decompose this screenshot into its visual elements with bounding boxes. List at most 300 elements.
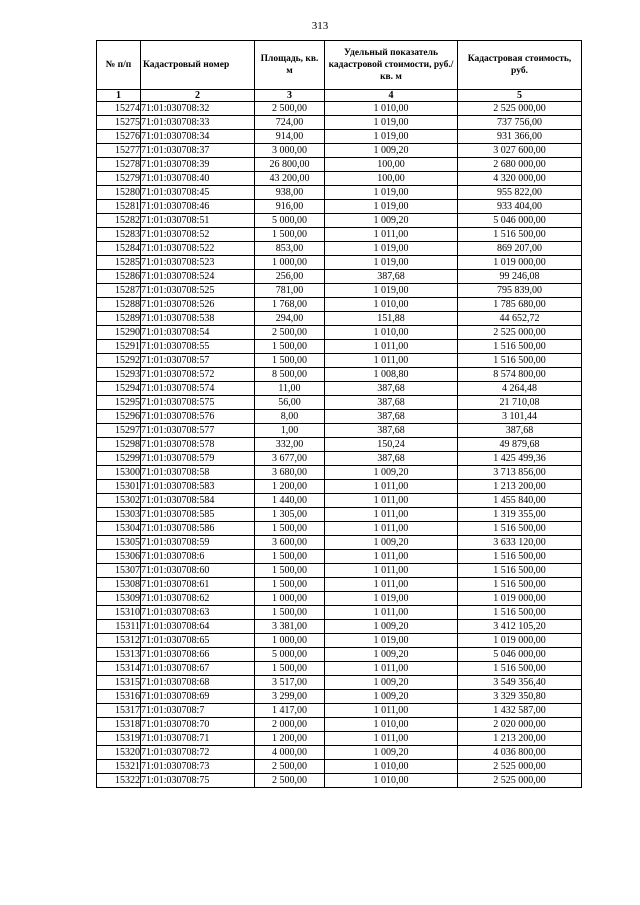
- unit-value: 1 011,00: [325, 508, 458, 522]
- cadastral-value: 1 432 587,00: [458, 704, 582, 718]
- cadastral-number: 71:01:030708:6: [141, 550, 255, 564]
- row-index: 15297: [97, 424, 141, 438]
- cadastral-value: 1 516 500,00: [458, 354, 582, 368]
- row-index: 15284: [97, 242, 141, 256]
- cadastral-value: 933 404,00: [458, 200, 582, 214]
- table-row: [97, 760, 582, 774]
- unit-value: 387,68: [325, 270, 458, 284]
- cadastral-number: 71:01:030708:64: [141, 620, 255, 634]
- cadastral-number: 71:01:030708:52: [141, 228, 255, 242]
- row-index: 15312: [97, 634, 141, 648]
- cadastral-value: 387,68: [458, 424, 582, 438]
- cadastral-number: 71:01:030708:46: [141, 200, 255, 214]
- unit-value: 387,68: [325, 424, 458, 438]
- row-index: 15299: [97, 452, 141, 466]
- column-number: 3: [255, 90, 325, 102]
- cadastral-number: 71:01:030708:65: [141, 634, 255, 648]
- row-index: 15315: [97, 676, 141, 690]
- table-row: [97, 186, 582, 200]
- table-row: [97, 522, 582, 536]
- cadastral-number: 71:01:030708:37: [141, 144, 255, 158]
- cadastral-number: 71:01:030708:63: [141, 606, 255, 620]
- table-row: [97, 634, 582, 648]
- area-value: 1,00: [255, 424, 325, 438]
- row-index: 15293: [97, 368, 141, 382]
- area-value: 1 200,00: [255, 732, 325, 746]
- area-value: 5 000,00: [255, 648, 325, 662]
- cadastral-number: 71:01:030708:526: [141, 298, 255, 312]
- cadastral-value: 8 574 800,00: [458, 368, 582, 382]
- area-value: 1 500,00: [255, 340, 325, 354]
- cadastral-number: 71:01:030708:72: [141, 746, 255, 760]
- table-row: [97, 466, 582, 480]
- cadastral-value: 2 525 000,00: [458, 326, 582, 340]
- cadastral-number: 71:01:030708:574: [141, 382, 255, 396]
- row-index: 15294: [97, 382, 141, 396]
- area-value: 8,00: [255, 410, 325, 424]
- row-index: 15307: [97, 564, 141, 578]
- row-index: 15295: [97, 396, 141, 410]
- unit-value: 1 009,20: [325, 648, 458, 662]
- table-row: [97, 340, 582, 354]
- unit-value: 1 011,00: [325, 550, 458, 564]
- unit-value: 1 009,20: [325, 536, 458, 550]
- area-value: 938,00: [255, 186, 325, 200]
- cadastral-number: 71:01:030708:45: [141, 186, 255, 200]
- unit-value: 1 010,00: [325, 718, 458, 732]
- table-row: [97, 746, 582, 760]
- cadastral-number: 71:01:030708:33: [141, 116, 255, 130]
- row-index: 15303: [97, 508, 141, 522]
- unit-value: 150,24: [325, 438, 458, 452]
- row-index: 15288: [97, 298, 141, 312]
- cadastral-number: 71:01:030708:523: [141, 256, 255, 270]
- header-row: [97, 41, 582, 90]
- header-cadastral-number: Кадастровый номер: [141, 41, 255, 90]
- unit-value: 1 011,00: [325, 564, 458, 578]
- cadastral-value: 3 549 356,40: [458, 676, 582, 690]
- area-value: 1 000,00: [255, 634, 325, 648]
- row-index: 15290: [97, 326, 141, 340]
- row-index: 15305: [97, 536, 141, 550]
- unit-value: 1 011,00: [325, 494, 458, 508]
- cadastral-number: 71:01:030708:34: [141, 130, 255, 144]
- cadastral-number: 71:01:030708:577: [141, 424, 255, 438]
- table-row: [97, 494, 582, 508]
- table-row: [97, 578, 582, 592]
- unit-value: 1 011,00: [325, 606, 458, 620]
- row-index: 15304: [97, 522, 141, 536]
- unit-value: 387,68: [325, 452, 458, 466]
- cadastral-value: 1 019 000,00: [458, 592, 582, 606]
- row-index: 15285: [97, 256, 141, 270]
- table-row: [97, 410, 582, 424]
- cadastral-value: 3 027 600,00: [458, 144, 582, 158]
- row-index: 15276: [97, 130, 141, 144]
- cadastral-value: 1 455 840,00: [458, 494, 582, 508]
- area-value: 1 500,00: [255, 606, 325, 620]
- area-value: 332,00: [255, 438, 325, 452]
- cadastral-number: 71:01:030708:583: [141, 480, 255, 494]
- unit-value: 1 011,00: [325, 228, 458, 242]
- header-unit-value: Удельный показатель кадастровой стоимости, руб./кв. м: [325, 41, 458, 90]
- row-index: 15301: [97, 480, 141, 494]
- row-index: 15320: [97, 746, 141, 760]
- unit-value: 1 009,20: [325, 466, 458, 480]
- cadastral-number: 71:01:030708:578: [141, 438, 255, 452]
- cadastral-value: 1 319 355,00: [458, 508, 582, 522]
- area-value: 724,00: [255, 116, 325, 130]
- table-row: [97, 354, 582, 368]
- header-cadastral-value: Кадастровая стоимость, руб.: [458, 41, 582, 90]
- area-value: 916,00: [255, 200, 325, 214]
- row-index: 15292: [97, 354, 141, 368]
- area-value: 2 500,00: [255, 326, 325, 340]
- unit-value: 100,00: [325, 172, 458, 186]
- area-value: 1 417,00: [255, 704, 325, 718]
- unit-value: 1 010,00: [325, 326, 458, 340]
- cadastral-value: 1 213 200,00: [458, 480, 582, 494]
- table-row: [97, 452, 582, 466]
- cadastral-value: 5 046 000,00: [458, 648, 582, 662]
- area-value: 3 677,00: [255, 452, 325, 466]
- table-row: [97, 536, 582, 550]
- area-value: 1 305,00: [255, 508, 325, 522]
- table-row: [97, 550, 582, 564]
- unit-value: 1 011,00: [325, 522, 458, 536]
- area-value: 1 768,00: [255, 298, 325, 312]
- cadastral-value: 4 320 000,00: [458, 172, 582, 186]
- cadastral-value: 1 516 500,00: [458, 662, 582, 676]
- table-row: [97, 774, 582, 788]
- table-row: [97, 732, 582, 746]
- unit-value: 1 019,00: [325, 200, 458, 214]
- table-row: [97, 508, 582, 522]
- area-value: 8 500,00: [255, 368, 325, 382]
- table-row: [97, 256, 582, 270]
- unit-value: 1 008,80: [325, 368, 458, 382]
- cadastral-value: 3 101,44: [458, 410, 582, 424]
- row-index: 15277: [97, 144, 141, 158]
- row-index: 15316: [97, 690, 141, 704]
- unit-value: 1 011,00: [325, 340, 458, 354]
- cadastral-number: 71:01:030708:576: [141, 410, 255, 424]
- cadastral-value: 1 516 500,00: [458, 550, 582, 564]
- cadastral-number: 71:01:030708:7: [141, 704, 255, 718]
- cadastral-number: 71:01:030708:55: [141, 340, 255, 354]
- cadastral-value: 4 264,48: [458, 382, 582, 396]
- cadastral-value: 737 756,00: [458, 116, 582, 130]
- table-row: [97, 606, 582, 620]
- unit-value: 1 019,00: [325, 634, 458, 648]
- cadastral-number: 71:01:030708:572: [141, 368, 255, 382]
- row-index: 15319: [97, 732, 141, 746]
- cadastral-number: 71:01:030708:58: [141, 466, 255, 480]
- cadastral-number: 71:01:030708:579: [141, 452, 255, 466]
- area-value: 1 440,00: [255, 494, 325, 508]
- table-row: [97, 172, 582, 186]
- cadastral-value: 1 516 500,00: [458, 564, 582, 578]
- table-row: [97, 480, 582, 494]
- row-index: 15314: [97, 662, 141, 676]
- cadastral-number: 71:01:030708:584: [141, 494, 255, 508]
- cadastral-value: 1 516 500,00: [458, 340, 582, 354]
- table-row: [97, 396, 582, 410]
- row-index: 15275: [97, 116, 141, 130]
- cadastral-number: 71:01:030708:525: [141, 284, 255, 298]
- table-row: [97, 228, 582, 242]
- area-value: 1 500,00: [255, 354, 325, 368]
- unit-value: 1 009,20: [325, 746, 458, 760]
- area-value: 2 500,00: [255, 760, 325, 774]
- table-body: [97, 102, 582, 788]
- area-value: 3 517,00: [255, 676, 325, 690]
- cadastral-value: 1 019 000,00: [458, 256, 582, 270]
- column-number: 2: [141, 90, 255, 102]
- unit-value: 1 009,20: [325, 214, 458, 228]
- cadastral-number: 71:01:030708:67: [141, 662, 255, 676]
- cadastral-number: 71:01:030708:61: [141, 578, 255, 592]
- cadastral-value: 4 036 800,00: [458, 746, 582, 760]
- area-value: 3 381,00: [255, 620, 325, 634]
- cadastral-value: 1 213 200,00: [458, 732, 582, 746]
- row-index: 15309: [97, 592, 141, 606]
- unit-value: 1 010,00: [325, 760, 458, 774]
- table-row: [97, 592, 582, 606]
- table-row: [97, 424, 582, 438]
- cadastral-number: 71:01:030708:66: [141, 648, 255, 662]
- table-row: [97, 704, 582, 718]
- cadastral-number: 71:01:030708:39: [141, 158, 255, 172]
- table-row: [97, 312, 582, 326]
- cadastral-value: 2 525 000,00: [458, 774, 582, 788]
- area-value: 1 500,00: [255, 564, 325, 578]
- unit-value: 1 011,00: [325, 732, 458, 746]
- area-value: 43 200,00: [255, 172, 325, 186]
- table-row: [97, 690, 582, 704]
- row-index: 15278: [97, 158, 141, 172]
- area-value: 3 600,00: [255, 536, 325, 550]
- table-row: [97, 214, 582, 228]
- table-row: [97, 648, 582, 662]
- row-index: 15281: [97, 200, 141, 214]
- area-value: 1 500,00: [255, 662, 325, 676]
- row-index: 15279: [97, 172, 141, 186]
- cadastral-value: 44 652,72: [458, 312, 582, 326]
- unit-value: 1 011,00: [325, 662, 458, 676]
- column-number: 4: [325, 90, 458, 102]
- cadastral-value: 1 516 500,00: [458, 522, 582, 536]
- row-index: 15308: [97, 578, 141, 592]
- cadastral-value-table: [96, 40, 582, 788]
- unit-value: 1 011,00: [325, 704, 458, 718]
- area-value: 853,00: [255, 242, 325, 256]
- table-row: [97, 116, 582, 130]
- row-index: 15298: [97, 438, 141, 452]
- cadastral-value: 21 710,08: [458, 396, 582, 410]
- unit-value: 1 019,00: [325, 130, 458, 144]
- area-value: 3 000,00: [255, 144, 325, 158]
- cadastral-number: 71:01:030708:575: [141, 396, 255, 410]
- cadastral-value: 931 366,00: [458, 130, 582, 144]
- cadastral-value: 2 525 000,00: [458, 760, 582, 774]
- table-row: [97, 102, 582, 116]
- table-header: [97, 41, 582, 102]
- row-index: 15313: [97, 648, 141, 662]
- unit-value: 1 011,00: [325, 480, 458, 494]
- area-value: 1 200,00: [255, 480, 325, 494]
- row-index: 15310: [97, 606, 141, 620]
- row-index: 15302: [97, 494, 141, 508]
- cadastral-number: 71:01:030708:524: [141, 270, 255, 284]
- unit-value: 1 019,00: [325, 186, 458, 200]
- row-index: 15274: [97, 102, 141, 116]
- area-value: 1 500,00: [255, 550, 325, 564]
- unit-value: 1 011,00: [325, 354, 458, 368]
- table-row: [97, 564, 582, 578]
- cadastral-value: 955 822,00: [458, 186, 582, 200]
- unit-value: 387,68: [325, 382, 458, 396]
- area-value: 56,00: [255, 396, 325, 410]
- area-value: 1 500,00: [255, 228, 325, 242]
- cadastral-value: 1 516 500,00: [458, 578, 582, 592]
- cadastral-number: 71:01:030708:70: [141, 718, 255, 732]
- area-value: 3 299,00: [255, 690, 325, 704]
- area-value: 1 000,00: [255, 592, 325, 606]
- cadastral-value: 2 680 000,00: [458, 158, 582, 172]
- area-value: 256,00: [255, 270, 325, 284]
- unit-value: 1 009,20: [325, 620, 458, 634]
- area-value: 26 800,00: [255, 158, 325, 172]
- column-number: 1: [97, 90, 141, 102]
- cadastral-value: 869 207,00: [458, 242, 582, 256]
- cadastral-number: 71:01:030708:62: [141, 592, 255, 606]
- cadastral-number: 71:01:030708:69: [141, 690, 255, 704]
- cadastral-value: 3 329 350,80: [458, 690, 582, 704]
- area-value: 2 000,00: [255, 718, 325, 732]
- row-index: 15289: [97, 312, 141, 326]
- unit-value: 1 009,20: [325, 676, 458, 690]
- cadastral-value: 2 525 000,00: [458, 102, 582, 116]
- cadastral-value: 1 516 500,00: [458, 228, 582, 242]
- row-index: 15317: [97, 704, 141, 718]
- cadastral-value: 3 713 856,00: [458, 466, 582, 480]
- cadastral-value: 1 019 000,00: [458, 634, 582, 648]
- row-index: 15300: [97, 466, 141, 480]
- cadastral-value: 1 425 499,36: [458, 452, 582, 466]
- row-index: 15322: [97, 774, 141, 788]
- unit-value: 1 009,20: [325, 144, 458, 158]
- cadastral-number: 71:01:030708:71: [141, 732, 255, 746]
- cadastral-value: 3 412 105,20: [458, 620, 582, 634]
- cadastral-value: 3 633 120,00: [458, 536, 582, 550]
- cadastral-number: 71:01:030708:73: [141, 760, 255, 774]
- column-number: 5: [458, 90, 582, 102]
- unit-value: 1 010,00: [325, 774, 458, 788]
- header-area: Площадь, кв. м: [255, 41, 325, 90]
- row-index: 15318: [97, 718, 141, 732]
- table-row: [97, 438, 582, 452]
- cadastral-number: 71:01:030708:40: [141, 172, 255, 186]
- table-row: [97, 662, 582, 676]
- cadastral-number: 71:01:030708:586: [141, 522, 255, 536]
- table-row: [97, 158, 582, 172]
- area-value: 11,00: [255, 382, 325, 396]
- area-value: 4 000,00: [255, 746, 325, 760]
- unit-value: 1 010,00: [325, 298, 458, 312]
- table-row: [97, 718, 582, 732]
- unit-value: 1 019,00: [325, 284, 458, 298]
- unit-value: 1 019,00: [325, 592, 458, 606]
- row-index: 15283: [97, 228, 141, 242]
- area-value: 3 680,00: [255, 466, 325, 480]
- cadastral-value: 99 246,08: [458, 270, 582, 284]
- cadastral-number: 71:01:030708:522: [141, 242, 255, 256]
- unit-value: 1 019,00: [325, 256, 458, 270]
- row-index: 15280: [97, 186, 141, 200]
- unit-value: 1 011,00: [325, 578, 458, 592]
- row-index: 15306: [97, 550, 141, 564]
- unit-value: 1 010,00: [325, 102, 458, 116]
- cadastral-value: 2 020 000,00: [458, 718, 582, 732]
- cadastral-number: 71:01:030708:585: [141, 508, 255, 522]
- unit-value: 100,00: [325, 158, 458, 172]
- row-index: 15282: [97, 214, 141, 228]
- unit-value: 387,68: [325, 410, 458, 424]
- cadastral-number: 71:01:030708:538: [141, 312, 255, 326]
- area-value: 1 000,00: [255, 256, 325, 270]
- unit-value: 1 019,00: [325, 242, 458, 256]
- table-row: [97, 242, 582, 256]
- cadastral-value: 49 879,68: [458, 438, 582, 452]
- page-number: 313: [311, 20, 329, 32]
- table-row: [97, 368, 582, 382]
- table-row: [97, 298, 582, 312]
- table-row: [97, 130, 582, 144]
- unit-value: 387,68: [325, 396, 458, 410]
- table-row: [97, 270, 582, 284]
- unit-value: 1 009,20: [325, 690, 458, 704]
- header-index: № п/п: [97, 41, 141, 90]
- cadastral-value: 1 516 500,00: [458, 606, 582, 620]
- cadastral-number: 71:01:030708:54: [141, 326, 255, 340]
- table-row: [97, 284, 582, 298]
- cadastral-number: 71:01:030708:60: [141, 564, 255, 578]
- cadastral-number: 71:01:030708:51: [141, 214, 255, 228]
- row-index: 15286: [97, 270, 141, 284]
- cadastral-value: 795 839,00: [458, 284, 582, 298]
- cadastral-number: 71:01:030708:68: [141, 676, 255, 690]
- cadastral-value: 1 785 680,00: [458, 298, 582, 312]
- table-row: [97, 676, 582, 690]
- cadastral-value: 5 046 000,00: [458, 214, 582, 228]
- area-value: 914,00: [255, 130, 325, 144]
- cadastral-number: 71:01:030708:75: [141, 774, 255, 788]
- row-index: 15287: [97, 284, 141, 298]
- row-index: 15321: [97, 760, 141, 774]
- area-value: 294,00: [255, 312, 325, 326]
- table-row: [97, 326, 582, 340]
- row-index: 15291: [97, 340, 141, 354]
- area-value: 1 500,00: [255, 522, 325, 536]
- unit-value: 1 019,00: [325, 116, 458, 130]
- area-value: 5 000,00: [255, 214, 325, 228]
- area-value: 2 500,00: [255, 774, 325, 788]
- column-number-row: [97, 90, 582, 102]
- cadastral-number: 71:01:030708:59: [141, 536, 255, 550]
- area-value: 2 500,00: [255, 102, 325, 116]
- area-value: 1 500,00: [255, 578, 325, 592]
